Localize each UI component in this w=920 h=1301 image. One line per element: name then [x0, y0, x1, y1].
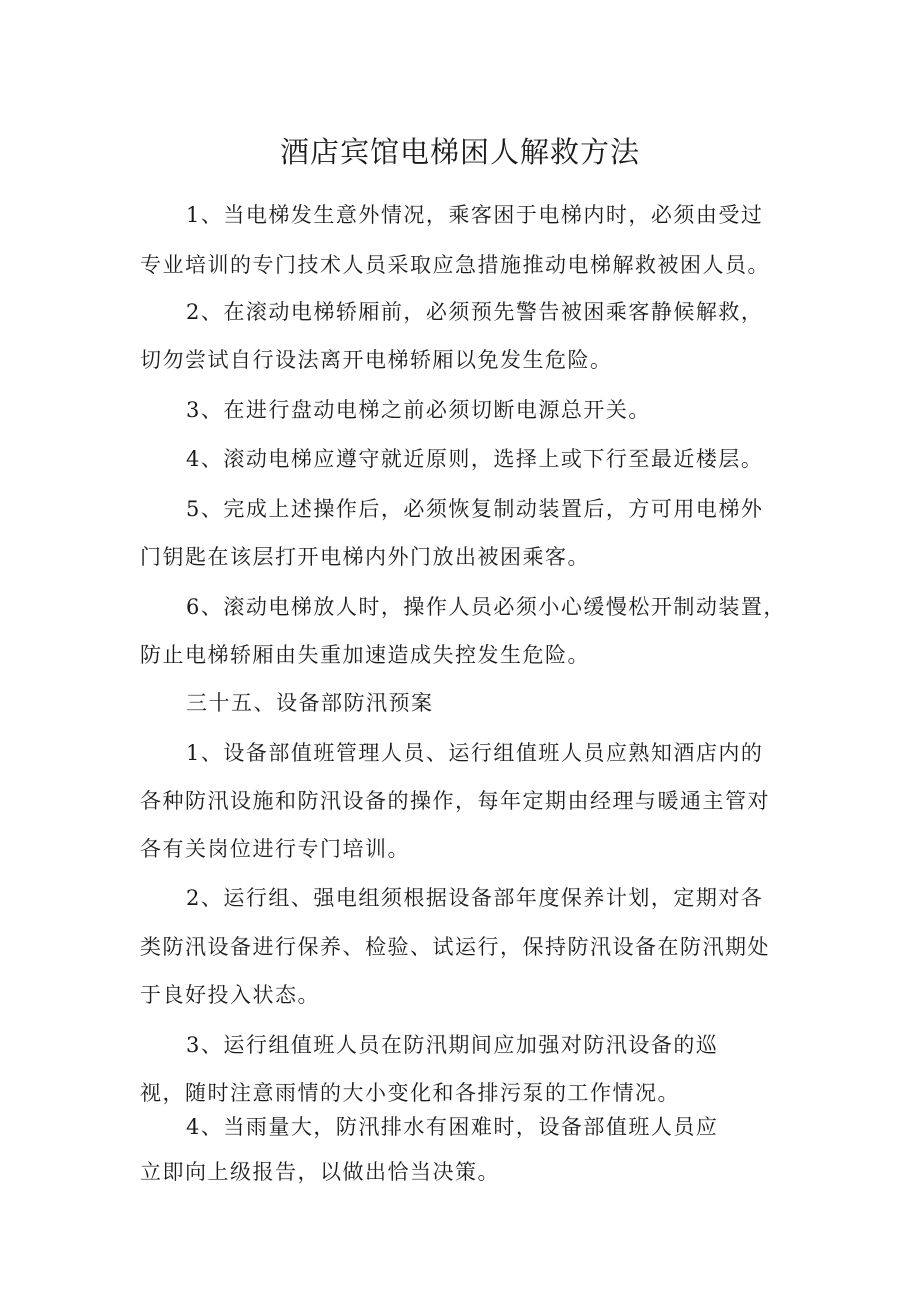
- document-title: 酒店宾馆电梯困人解救方法: [279, 135, 640, 169]
- paragraph-line: 3、运行组值班人员在防汛期间应加强对防汛设备的巡: [186, 1033, 719, 1057]
- paragraph-line: 各种防汛设施和防汛设备的操作，每年定期由经理与暖通主管对: [140, 789, 770, 813]
- paragraph-line: 2、运行组、强电组须根据设备部年度保养计划，定期对各: [186, 886, 764, 910]
- section-heading: 三十五、设备部防汛预案: [186, 691, 434, 715]
- paragraph-line: 门钥匙在该层打开电梯内外门放出被困乘客。: [140, 545, 590, 569]
- paragraph-line: 2、在滚动电梯轿厢前，必须预先警告被困乘客静候解救，: [186, 300, 764, 324]
- paragraph-line: 各有关岗位进行专门培训。: [140, 837, 410, 861]
- paragraph-line: 于良好投入状态。: [140, 983, 320, 1007]
- paragraph-line: 1、设备部值班管理人员、运行组值班人员应熟知酒店内的: [186, 741, 764, 765]
- paragraph-line: 防止电梯轿厢由失重加速造成失控发生危险。: [140, 643, 590, 667]
- paragraph-line: 5、完成上述操作后，必须恢复制动装置后，方可用电梯外: [186, 497, 764, 521]
- paragraph-line: 视，随时注意雨情的大小变化和各排污泵的工作情况。: [140, 1081, 680, 1105]
- paragraph-line: 4、滚动电梯应遵守就近原则，选择上或下行至最近楼层。: [186, 447, 764, 471]
- paragraph-line: 切勿尝试自行设法离开电梯轿厢以免发生危险。: [140, 348, 613, 372]
- paragraph-line: 专业培训的专门技术人员采取应急措施推动电梯解救被困人员。: [140, 253, 770, 277]
- paragraph-line: 类防汛设备进行保养、检验、试运行，保持防汛设备在防汛期处: [140, 935, 770, 959]
- paragraph-line: 1、当电梯发生意外情况，乘客困于电梯内时，必须由受过: [186, 203, 764, 227]
- paragraph-line: 3、在进行盘动电梯之前必须切断电源总开关。: [186, 398, 651, 422]
- paragraph-line: 4、当雨量大，防汛排水有困难时，设备部值班人员应: [186, 1115, 719, 1139]
- paragraph-line: 6、滚动电梯放人时，操作人员必须小心缓慢松开制动装置，: [186, 595, 786, 619]
- paragraph-line: 立即向上级报告，以做出恰当决策。: [140, 1160, 500, 1184]
